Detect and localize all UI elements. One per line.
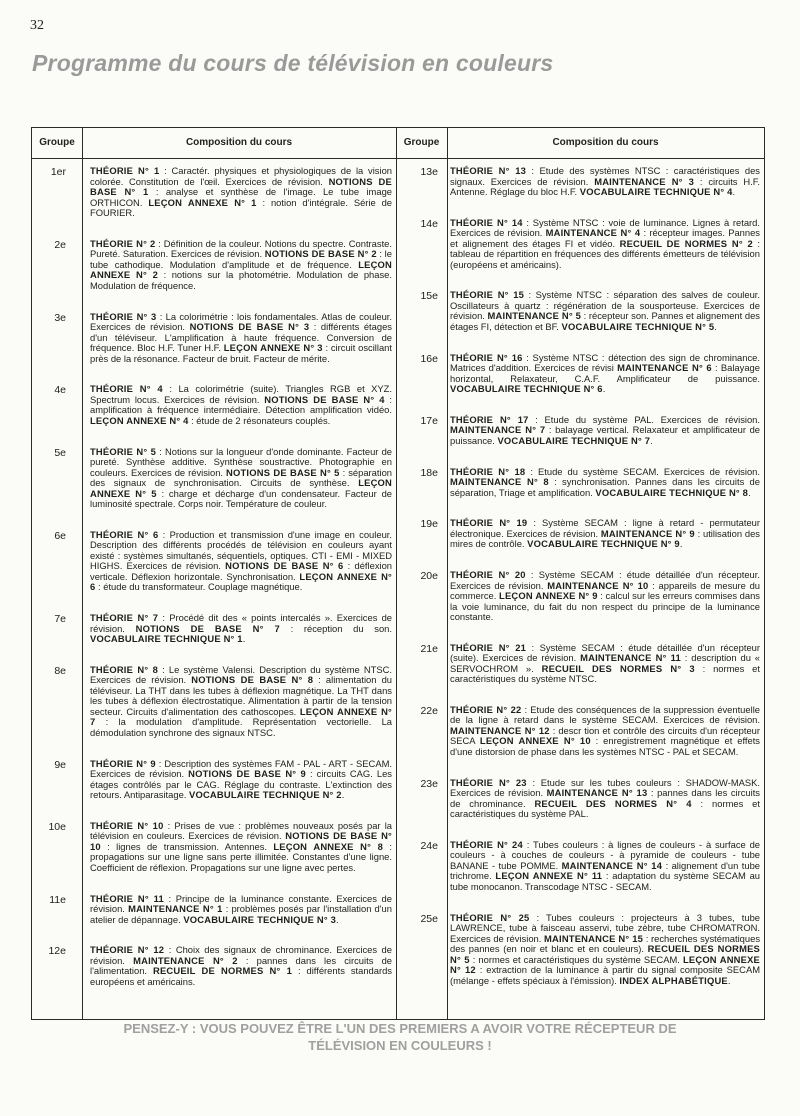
group-number: 1er xyxy=(50,166,66,178)
course-description: THÉORIE N° 5 : Notions sur la longueur d'onde dominante. Facteur de pureté. Synthèse additive. Synthèse soustractive. Photographie en couleurs. Exercices de révision. NOTIONS DE BASE N° 5 : séparation des signaux de synchronisation. Circuits de synthèse. LEÇON ANNEXE N° 5 : charge et décharge d'un condensateur. Facteur de luminosité spectrale. Corps noir. Température de couleur. xyxy=(90,445,393,509)
course-entry xyxy=(398,570,760,623)
group-number: 19e xyxy=(420,518,438,531)
group-number: 15e xyxy=(420,290,438,303)
course-entry xyxy=(34,665,392,739)
course-description: THÉORIE N° 8 : Le système Valensi. Description du système NTSC. Exercices de révision. NOTIONS DE BASE N° 8 : alimentation du téléviseur. La THT dans les tubes à déflexion magnétique. La THT dans les tubes à déflexion électrostatique. Alimentation à partir de la tension secteur. Circuits d'alimentation des cathoscopes. LEÇON ANNEXE N° 7 : la modulation d'amplitude. Représentation vectorielle. La démodulation synchrone des signaux NTSC. xyxy=(90,663,393,738)
course-entry xyxy=(34,945,392,987)
group-number: 20e xyxy=(420,570,438,583)
course-entry xyxy=(398,840,760,893)
course-entry xyxy=(398,218,760,271)
page-title: Programme du cours de télévision en couleurs xyxy=(32,50,554,76)
course-entry xyxy=(398,467,760,499)
header-groupe-right: Groupe xyxy=(403,137,440,148)
course-description: THÉORIE N° 10 : Prises de vue : problèmes nouveaux posés par la télévision en couleurs. Exercices de révision. NOTIONS DE BASE N° 10 : lignes de transmission. Antennes. LEÇON ANNEXE N° 8 : propagations sur une ligne sans perte illimitée. Constantes d'une ligne. Coefficient de réflexion. Propagations sur une ligne avec pertes. xyxy=(90,819,393,873)
group-number: 4e xyxy=(54,384,66,397)
course-description: THÉORIE N° 22 : Etude des conséquences de la suppression éventuelle de la ligne à retard dans le système SECAM. Exercices de révision. MAINTENANCE N° 12 : descr tion et contrôle des circuits d'un récepteur SECA LEÇON ANNEXE N° 10 : enregistrement magnétique et effets d'une distorsion de phase dans les systèmes NTSC - PAL et SECAM. xyxy=(450,703,760,757)
group-number: 12e xyxy=(48,945,66,958)
group-number: 6e xyxy=(54,529,66,542)
course-description: THÉORIE N° 13 : Etude des systèmes NTSC : caractéristiques des signaux. Exercices de révision. MAINTENANCE N° 3 : circuits H.F. Antenne. Réglage du bloc H.F. VOCABULAIRE TECHNIQUE N° 4. xyxy=(450,165,760,197)
group-number: 16e xyxy=(420,352,438,365)
header-composition-right: Composition du cours xyxy=(552,137,659,148)
course-entry xyxy=(34,312,392,365)
group-number: 3e xyxy=(54,311,66,324)
group-number: 24e xyxy=(420,839,438,852)
course-entry xyxy=(34,447,392,510)
course-description: THÉORIE N° 18 : Etude du système SECAM. Exercices de révision. MAINTENANCE N° 8 : synchronisation. Pannes dans les circuits de séparation, Triage et amplification. VOCABULAIRE TECHNIQUE N° 8. xyxy=(450,465,760,498)
course-description: THÉORIE N° 24 : Tubes couleurs : à lignes de couleurs - à surface de couleurs - à couches de couleurs - à pyramide de couleurs - tube BANANE - tube POMME. MAINTENANCE N° 14 : alignement d'un tube trichrome. LEÇON ANNEXE N° 11 : adaptation du système SECAM au tube monocanon. Transcodage NTSC - SECAM. xyxy=(450,838,760,892)
group-number: 10e xyxy=(48,820,66,833)
header-rule xyxy=(32,158,82,159)
group-number: 23e xyxy=(420,777,438,790)
course-entry xyxy=(398,353,760,395)
group-number: 13e xyxy=(420,166,438,178)
course-entry xyxy=(34,821,392,874)
footer-line-1: PENSEZ-Y : VOUS POUVEZ ÊTRE L'UN DES PREMIERS A AVOIR VOTRE RÉCEPTEUR DE xyxy=(123,1021,677,1036)
course-description: THÉORIE N° 7 : Procédé dit des « points intercalés ». Exercices de révision. NOTIONS DE BASE N° 7 : réception du son. VOCABULAIRE TECHNIQUE N° 1. xyxy=(90,612,393,644)
course-description: THÉORIE N° 17 : Etude du système PAL. Exercices de révision. MAINTENANCE N° 7 : balayage vertical. Relaxateur et amplificateur de puissance. VOCABULAIRE TECHNIQUE N° 7. xyxy=(450,413,761,446)
course-description: THÉORIE N° 4 : La colorimétrie (suite). Triangles RGB et XYZ. Spectrum locus. Exercices de révision. NOTIONS DE BASE N° 4 : amplification à fréquence intermédiaire. Détection amplification vidéo. LEÇON ANNEXE N° 4 : étude de 2 résonateurs couplés. xyxy=(90,383,393,426)
course-entry xyxy=(398,643,760,685)
course-entry xyxy=(34,613,392,645)
group-number: 5e xyxy=(54,446,66,459)
footer-line-2: TÉLÉVISION EN COULEURS ! xyxy=(308,1038,492,1053)
header-composition-left: Composition du cours xyxy=(185,137,293,148)
left-course-column xyxy=(34,166,392,1011)
column-divider xyxy=(396,128,397,1019)
course-description: THÉORIE N° 19 : Système SECAM : ligne à retard - permutateur électronique. Exercices de révision. MAINTENANCE N° 9 : utilisation des mires de contrôle. VOCABULAIRE TECHNIQUE N° 9. xyxy=(450,517,760,550)
page-number: 32 xyxy=(30,18,44,33)
course-description: THÉORIE N° 20 : Système SECAM : étude détaillée d'un récepteur. Exercices de révision. MAINTENANCE N° 10 : appareils de mesure du commerce. LEÇON ANNEXE N° 9 : calcul sur les erreurs commises dans la voie luminance, du fait du non respect du principe de la luminance constante. xyxy=(450,569,761,623)
course-description: THÉORIE N° 11 : Principe de la luminance constante. Exercices de révision. MAINTENANCE N° 1 : problèmes posés par l'installation d'un atelier de dépannage. VOCABULAIRE TECHNIQUE N° 3. xyxy=(90,892,392,925)
header-rule xyxy=(82,158,396,159)
course-entry xyxy=(398,705,760,758)
course-description: THÉORIE N° 1 : Caractér. physiques et physiologiques de la vision colorée. Constitution de l'œil. Exercices de révision. NOTIONS DE BASE N° 1 : analyse et synthèse de l'image. Le tube image ORTHICON. LEÇON ANNEXE N° 1 : notion d'intégrale. Série de FOURIER. xyxy=(90,165,393,218)
course-description: THÉORIE N° 3 : La colorimétrie : lois fondamentales. Atlas de couleur. Exercices de révision. NOTIONS DE BASE N° 3 : différents étages d'un téléviseur. L'amplification à haute fréquence. Conversion de fréquence. Bloc H.F. Tuner H.F. LEÇON ANNEXE N° 3 : circuit oscillant près de la résonance. Facteur de bruit. Facteur de mérite. xyxy=(90,310,392,364)
course-description: THÉORIE N° 15 : Système NTSC : séparation des salves de couleur. Oscillateurs à quartz : régénération de la sousporteuse. Exercices de révision. MAINTENANCE N° 5 : récepteur son. Pannes et alignement des étages FI, détection et BF. VOCABULAIRE TECHNIQUE N° 5. xyxy=(450,289,760,332)
course-entry xyxy=(34,166,392,219)
course-entry xyxy=(34,759,392,801)
course-description: THÉORIE N° 14 : Système NTSC : voie de luminance. Lignes à retard. Exercices de révision. MAINTENANCE N° 4 : récepteur images. Pannes et alignement des étages FI et vidéo. RECUEIL DE NORMES N° 2 : tableau de répartition en fréquences des différents émetteurs de télévision (européens et américains). xyxy=(450,216,760,270)
course-description: THÉORIE N° 16 : Système NTSC : détection des sign de chrominance. Matrices d'addition. Exercices de révisi MAINTENANCE N° 6 : Balayage horizontal, Relaxateur, C.A.F. Amplificateur de puissance. VOCABULAIRE TECHNIQUE N° 6. xyxy=(450,351,760,395)
group-number: 25e xyxy=(420,912,438,925)
course-entry xyxy=(398,778,760,820)
group-number: 18e xyxy=(420,466,438,479)
group-number: 7e xyxy=(54,613,66,625)
group-number: 2e xyxy=(54,238,66,251)
course-entry xyxy=(34,530,392,593)
course-description: THÉORIE N° 12 : Choix des signaux de chrominance. Exercices de révision. MAINTENANCE N° 2 : pannes dans les circuits de l'alimentation. RECUEIL DE NORMES N° 1 : différents standards européens et américains. xyxy=(90,944,392,987)
course-description: THÉORIE N° 6 : Production et transmission d'une image en couleur. Description des différents procédés de télévision en couleurs ayant existé : systèmes simultanés, séquentiels, optiques. CTI - EMI - MIXED HIGHS. Exercices de révision. NOTIONS DE BASE N° 6 : déflexion verticale. Déflexion horizontale. Synchronisation. LEÇON ANNEXE N° 6 : étude du transformateur. Couplage magnétique. xyxy=(90,528,393,593)
course-entry xyxy=(34,239,392,292)
course-entry xyxy=(34,894,392,926)
footer-slogan xyxy=(30,1020,770,1054)
group-number: 21e xyxy=(420,642,438,655)
header-rule xyxy=(447,158,764,159)
course-entry xyxy=(398,415,760,447)
course-description: THÉORIE N° 9 : Description des systèmes FAM - PAL - ART - SECAM. Exercices de révision. NOTIONS DE BASE N° 9 : circuits CAG. Les étages contrôlés par le CAG. Réglage du contraste. L'extinction des retours. Antiparasitage. VOCABULAIRE TECHNIQUE N° 2. xyxy=(90,757,392,800)
course-entry xyxy=(398,166,760,198)
group-number: 22e xyxy=(420,704,438,717)
group-number: 8e xyxy=(54,664,66,677)
right-course-column xyxy=(398,166,760,1011)
header-rule xyxy=(396,158,447,159)
course-entry xyxy=(34,384,392,426)
header-groupe-left: Groupe xyxy=(39,137,75,148)
group-number: 14e xyxy=(420,217,438,230)
course-table xyxy=(31,127,765,1020)
course-entry xyxy=(398,913,760,987)
course-description: THÉORIE N° 23 : Etude sur les tubes couleurs : SHADOW-MASK. Exercices de révision. MAINTENANCE N° 13 : pannes dans les circuits de chrominance. RECUEIL DES NORMES N° 4 : normes et caractéristiques du système PAL. xyxy=(450,776,760,820)
course-description: THÉORIE N° 21 : Système SECAM : étude détaillée d'un récepteur (suite). Exercices de révision. MAINTENANCE N° 11 : description du « SERVOCHROM ». RECUEIL DES NORMES N° 3 : normes et caractéristiques du système NTSC. xyxy=(450,641,760,685)
course-entry xyxy=(398,518,760,550)
group-number: 9e xyxy=(54,758,66,771)
group-number: 11e xyxy=(49,893,66,906)
course-entry xyxy=(398,290,760,332)
group-number: 17e xyxy=(420,414,438,427)
course-description: THÉORIE N° 2 : Définition de la couleur. Notions du spectre. Contraste. Pureté. Saturation. Exercices de révision. NOTIONS DE BASE N° 2 : le tube cathodique. Modulation d'amplitude et de fréquence. LEÇON ANNEXE N° 2 : notions sur la photométrie. Modulation de phase. Modulation de fréquence. xyxy=(90,237,392,291)
course-description: THÉORIE N° 25 : Tubes couleurs : projecteurs à 3 tubes, tube LAWRENCE, tube à faisceau asservi, tube zèbre, tube CHROMATRON. Exercices de révision. MAINTENANCE N° 15 : recherches systématiques des pannes (en noir et blanc et en couleurs). RECUEIL DES NORMES N° 5 : normes et caractéristiques du système SECAM. LEÇON ANNEXE N° 12 : extraction de la luminance à partir du signal composite SECAM (mélange - effets spéciaux à l'émission). INDEX ALPHABÉTIQUE. xyxy=(450,911,761,986)
